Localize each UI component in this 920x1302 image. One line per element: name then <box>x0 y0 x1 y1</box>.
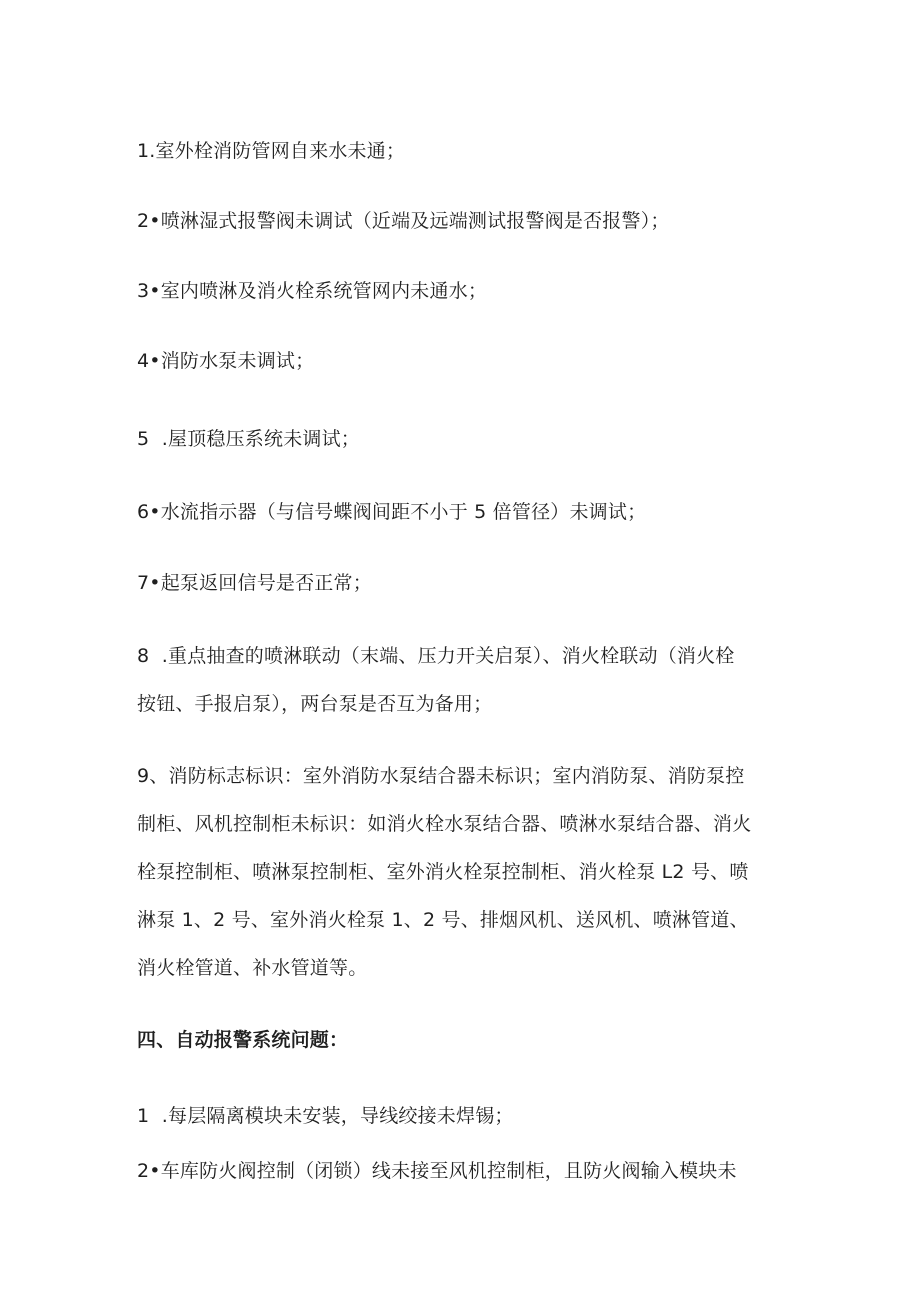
item-9-text-line-1: 9、消防标志标识：室外消防水泵结合器未标识；室内消防泵、消防泵控 <box>137 765 745 787</box>
item-6-text: 6•水流指示器（与信号蝶阀间距不小于 5 倍管径）未调试； <box>137 501 647 523</box>
item-5-text: 5 .屋顶稳压系统未调试； <box>137 428 361 450</box>
item-9-text-line-3: 栓泵控制柜、喷淋泵控制柜、室外消火栓泵控制柜、消火栓泵 L2 号、喷 <box>137 861 749 883</box>
item-9-text-line-4: 淋泵 1、2 号、室外消火栓泵 1、2 号、排烟风机、送风机、喷淋管道、 <box>137 909 749 931</box>
item-8-text-line-2: 按钮、手报启泵），两台泵是否互为备用； <box>137 693 493 715</box>
item-4-text: 4•消防水泵未调试； <box>137 350 315 372</box>
item-3-text: 3•室内喷淋及消火栓系统管网内未通水； <box>137 280 488 302</box>
item-2-text: 2•喷淋湿式报警阀未调试（近端及远端测试报警阀是否报警）； <box>137 210 670 232</box>
item-7-text: 7•起泵返回信号是否正常； <box>137 572 372 594</box>
item-9-text-line-5: 消火栓管道、补水管道等。 <box>137 957 368 979</box>
section-item-1-text: 1 .每层隔离模块未安装，导线绞接未焊锡； <box>137 1105 514 1127</box>
item-8-text-line-1: 8 .重点抽查的喷淋联动（末端、压力开关启泵）、消火栓联动（消火栓 <box>137 645 735 667</box>
section-item-2-text: 2•车库防火阀控制（闭锁）线未接至风机控制柜，且防火阀输入模块未 <box>137 1160 737 1182</box>
item-9-text-line-2: 制柜、风机控制柜未标识：如消火栓水泵结合器、喷淋水泵结合器、消火 <box>137 813 752 835</box>
section-heading: 四、自动报警系统问题： <box>137 1029 349 1051</box>
item-1-text: 1.室外栓消防管网自来水未通； <box>137 140 406 162</box>
